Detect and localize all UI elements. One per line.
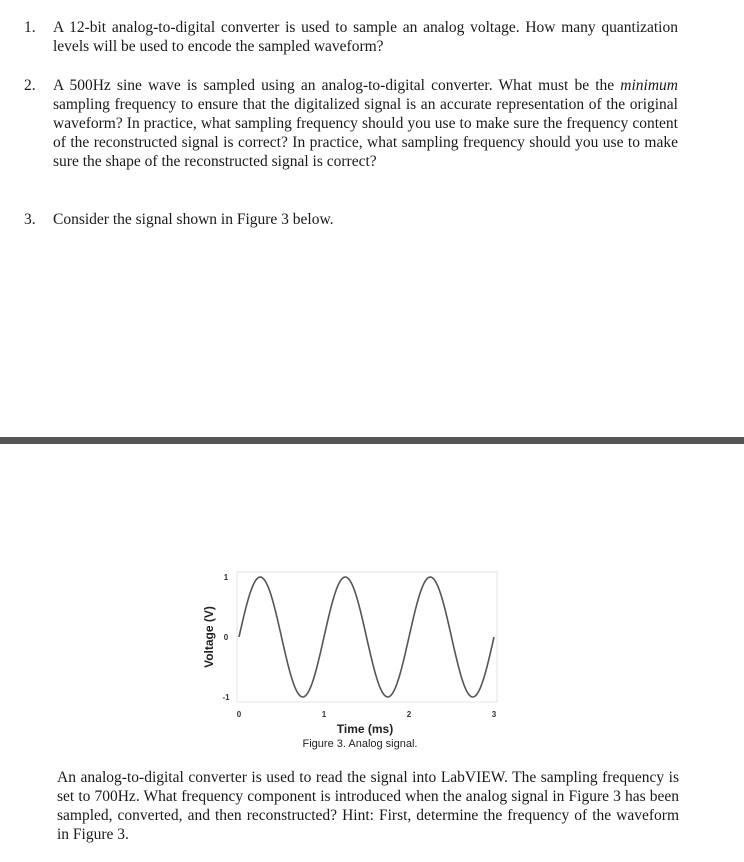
question-text-start: A 500Hz sine wave is sampled using an analog-to-digital converter. What must be the bbox=[53, 77, 621, 94]
y-axis-label: Voltage (V) bbox=[202, 606, 216, 668]
x-tick-label: 3 bbox=[491, 710, 497, 719]
question-text bbox=[53, 76, 678, 171]
analog-signal-chart bbox=[195, 560, 505, 760]
figure-caption: Figure 3. Analog signal. bbox=[302, 738, 418, 750]
emphasis-minimum: minimum bbox=[620, 77, 678, 94]
x-axis-label: Time (ms) bbox=[336, 722, 394, 736]
x-tick-label: 2 bbox=[406, 710, 412, 719]
question-text: Consider the signal shown in Figure 3 below. bbox=[53, 211, 334, 228]
y-tick-label: 1 bbox=[223, 573, 229, 582]
page-divider bbox=[0, 437, 744, 444]
question-number: 2. bbox=[24, 77, 36, 94]
x-tick-label: 1 bbox=[321, 710, 327, 719]
question-number: 3. bbox=[24, 211, 36, 228]
followup-question: An analog-to-digital converter is used to read the signal into LabVIEW. The sampling frequency is set to 700Hz. What frequency component is introduced when the analog signal in Figure 3 has been sampled, converted, and then reconstructed? Hint: First, determine the frequency of the waveform in Figure 3. bbox=[57, 769, 679, 843]
y-tick-label: -1 bbox=[222, 693, 230, 702]
question-text-end: sampling frequency to ensure that the digitalized signal is an accurate representation of the original waveform? In practice, what sampling frequency should you use to make sure the frequency content of the reconstructed signal is correct? In practice, what sampling frequency should you use to make sure the shape of the reconstructed signal is correct? bbox=[53, 96, 678, 170]
question-text: A 12-bit analog-to-digital converter is used to sample an analog voltage. How many quantization levels will be used to encode the sampled waveform? bbox=[53, 19, 678, 55]
x-tick-label: 0 bbox=[236, 710, 242, 719]
y-tick-label: 0 bbox=[223, 633, 229, 642]
series-line-analog-signal bbox=[239, 577, 494, 697]
question-number: 1. bbox=[24, 19, 36, 36]
